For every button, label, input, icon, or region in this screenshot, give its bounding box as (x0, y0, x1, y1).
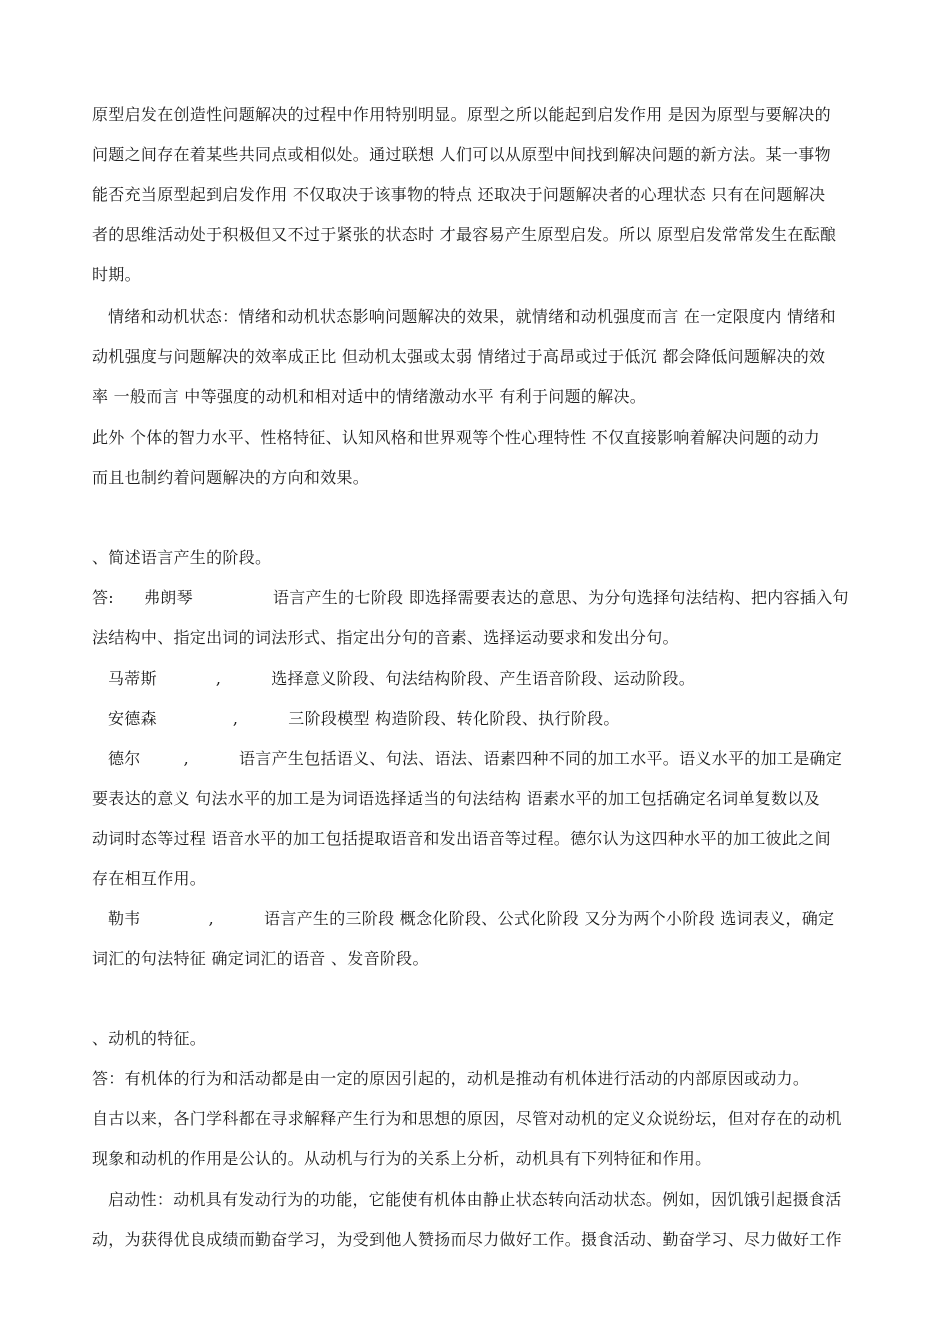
entry-text: 选择意义阶段、句法结构阶段、产生语音阶段、运动阶段。 (271, 669, 696, 688)
scholar-name: 马蒂斯 (108, 669, 157, 688)
section-heading: 、简述语言产生的阶段。 (92, 548, 272, 567)
text-line: 动机强度与问题解决的效率成正比 但动机太强或太弱 情绪过于高昂或过于低沉 都会降低问题解决的效 (92, 347, 826, 366)
entry-text: 三阶段模型 构造阶段、转化阶段、执行阶段。 (288, 709, 620, 728)
scholar-name: 安德森 (108, 709, 157, 728)
anderson-entry (108, 709, 878, 729)
comma: , (215, 669, 222, 688)
answer-prefix: 答: (92, 588, 114, 607)
text-line: 要表达的意义 句法水平的加工是为词语选择适当的句法结构 语素水平的加工包括确定名词单复数以及 (92, 789, 820, 808)
text-line: 时期。 (92, 265, 141, 284)
answer-line: 答：有机体的行为和活动都是由一定的原因引起的，动机是推动有机体进行活动的内部原因或动力。 (92, 1069, 810, 1088)
text-line: 者的思维活动处于积极但又不过于紧张的状态时 才最容易产生原型启发。所以 原型启发常常发生在酝酿 (92, 225, 837, 244)
entry-text: 语言产生包括语义、句法、语法、语素四种不同的加工水平。语义水平的加工是确定 (239, 749, 843, 768)
dell-entry (108, 749, 878, 769)
comma: , (208, 909, 214, 928)
text-line: 问题之间存在着某些共同点或相似处。通过联想 人们可以从原型中间找到解决问题的新方法。某一事物 (92, 145, 831, 164)
text-line: 率 一般而言 中等强度的动机和相对适中的情绪激动水平 有利于问题的解决。 (92, 387, 647, 406)
entry-text: 语言产生的三阶段 概念化阶段、公式化阶段 又分为两个小阶段 选词表义，确定 (264, 909, 835, 928)
text-line: 原型启发在创造性问题解决的过程中作用特别明显。原型之所以能起到启发作用 是因为原型与要解决的 (92, 105, 831, 124)
text-line: 自古以来，各门学科都在寻求解释产生行为和思想的原因，尽管对动机的定义众说纷坛，但对存在的动机 (92, 1109, 842, 1128)
text-line: 此外 个体的智力水平、性格特征、认知风格和世界观等个性心理特性 不仅直接影响着解决问题的动力 (92, 428, 820, 447)
entry-text: 语言产生的七阶段 即选择需要表达的意思、为分句选择句法结构、把内容插入句 (272, 588, 849, 607)
mattis-entry (108, 669, 878, 689)
comma: , (232, 709, 239, 728)
levelt-entry (108, 909, 878, 929)
text-line: 启动性：动机具有发动行为的功能，它能使有机体由静止状态转向活动状态。例如，因饥饿引起摄食活 (108, 1190, 842, 1209)
text-line: 现象和动机的作用是公认的。从动机与行为的关系上分析，动机具有下列特征和作用。 (92, 1149, 712, 1168)
scholar-name: 勒韦 (108, 909, 141, 928)
section-heading: 、动机的特征。 (92, 1029, 207, 1048)
text-line: 词汇的句法特征 确定词汇的语音 、发音阶段。 (92, 949, 429, 968)
text-line: 而且也制约着问题解决的方向和效果。 (92, 468, 370, 487)
text-line: 动，为获得优良成绩而勤奋学习，为受到他人赞扬而尽力做好工作。摄食活动、勤奋学习、尽力做好工作 (92, 1230, 842, 1249)
text-line: 动词时态等过程 语音水平的加工包括提取语音和发出语音等过程。德尔认为这四种水平的加工彼此之间 (92, 829, 831, 848)
text-line: 存在相互作用。 (92, 869, 207, 888)
scholar-name: 德尔 (108, 749, 141, 768)
text-line: 情绪和动机状态：情绪和动机状态影响问题解决的效果，就情绪和动机强度而言 在一定限度内 情绪和 (108, 307, 836, 326)
comma: , (183, 749, 189, 768)
text-line: 法结构中、指定出词的词法形式、指定出分句的音素、选择运动要求和发出分句。 (92, 628, 679, 647)
scholar-name: 弗朗琴 (144, 588, 193, 607)
flange-entry (92, 588, 862, 608)
text-line: 能否充当原型起到启发作用 不仅取决于该事物的特点 还取决于问题解决者的心理状态 只有在问题解决 (92, 185, 826, 204)
